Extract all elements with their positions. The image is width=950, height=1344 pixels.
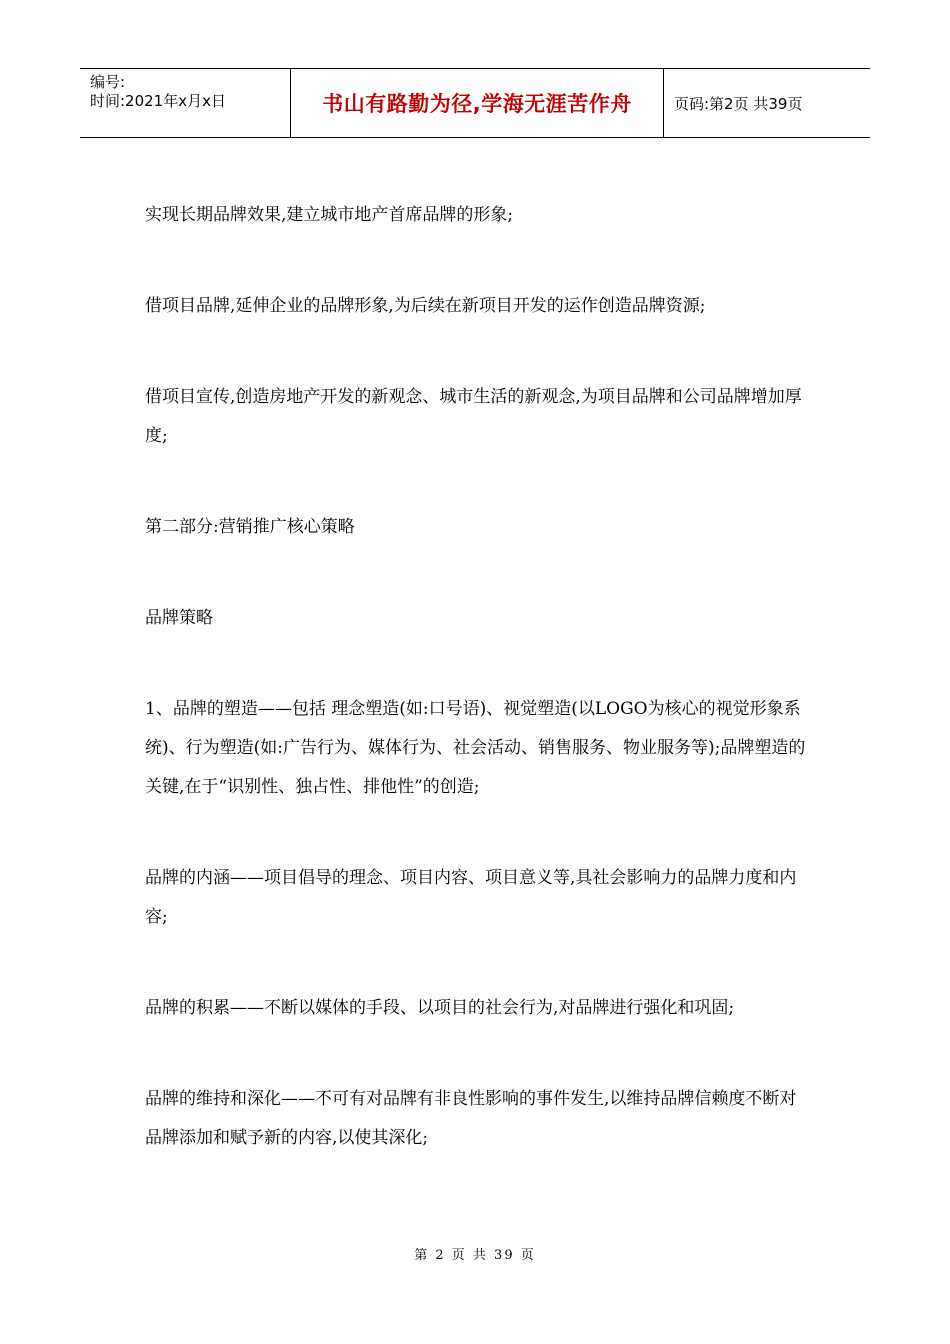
paragraph: 实现长期品牌效果,建立城市地产首席品牌的形象; xyxy=(145,205,514,225)
paragraph: 借项目宣传,创造房地产开发的新观念、城市生活的新观念,为项目品牌和公司品牌增加厚度; xyxy=(145,387,802,446)
subsection-heading: 品牌策略 xyxy=(145,608,213,628)
header-motto: 书山有路勤为径,学海无涯苦作舟 xyxy=(291,69,664,137)
header-time-label: 时间:2021年x月x日 xyxy=(90,92,226,110)
paragraph: 品牌的内涵——项目倡导的理念、项目内容、项目意义等,具社会影响力的品牌力度和内容; xyxy=(145,868,797,927)
page-footer: 第 2 页 共 39 页 xyxy=(414,1248,536,1263)
paragraph: 1、品牌的塑造——包括 理念塑造(如:口号语)、视觉塑造(以LOGO为核心的视觉形象系统)、行为塑造(如:广告行为、媒体行为、社会活动、销售服务、物业服务等);品牌塑造的关键,在于“识别性、独占性、排他性”的创造; xyxy=(145,699,806,797)
page-header xyxy=(80,68,870,138)
header-meta xyxy=(80,69,291,137)
header-page-info: 页码:第2页 共39页 xyxy=(674,94,803,113)
document-body xyxy=(145,196,810,1210)
header-number-label: 编号: xyxy=(90,73,126,91)
section-heading: 第二部分:营销推广核心策略 xyxy=(145,517,355,537)
paragraph: 品牌的积累——不断以媒体的手段、以项目的社会行为,对品牌进行强化和巩固; xyxy=(145,998,735,1018)
paragraph: 品牌的维持和深化——不可有对品牌有非良性影响的事件发生,以维持品牌信赖度不断对品牌添加和赋予新的内容,以使其深化; xyxy=(145,1089,797,1148)
paragraph: 借项目品牌,延伸企业的品牌形象,为后续在新项目开发的运作创造品牌资源; xyxy=(145,296,706,316)
